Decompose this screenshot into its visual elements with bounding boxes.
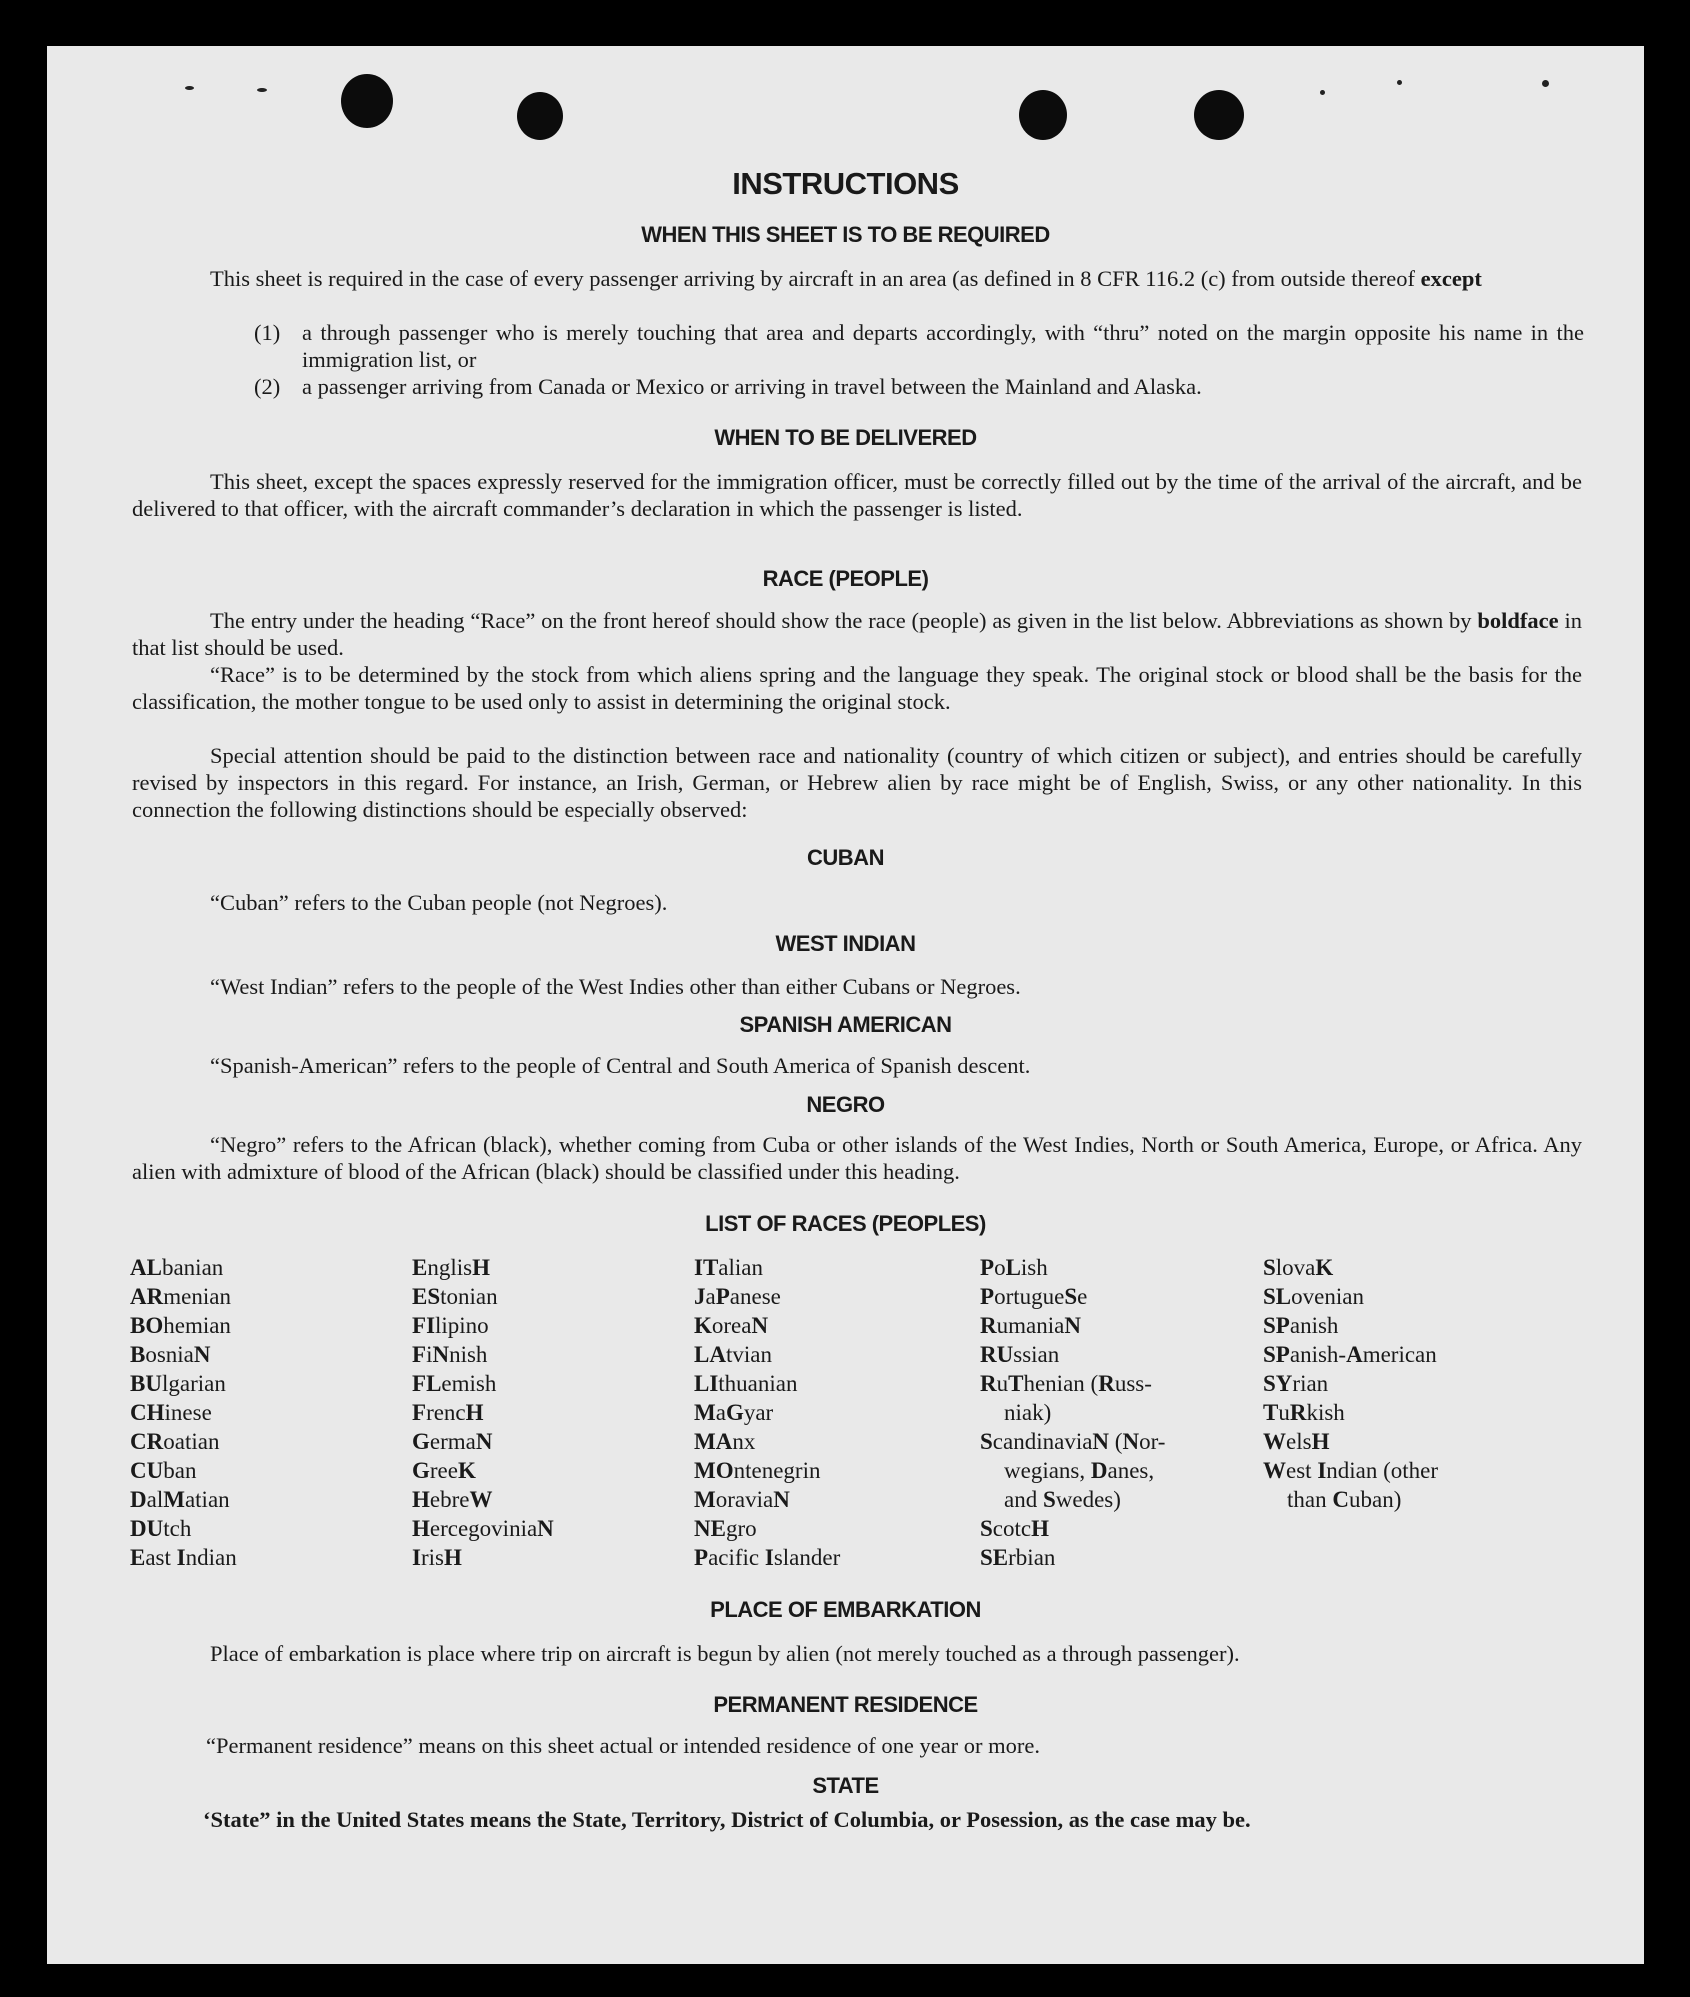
race-entry: PortugueSe [980,1284,1088,1309]
race-entry: HercegoviniaN [412,1516,554,1541]
race-entry: ALbanian [130,1255,224,1280]
race-entry: CRoatian [130,1429,220,1454]
race-entry: WelsH [1263,1429,1330,1454]
heading-state: STATE [812,1773,879,1798]
heading-when-required: WHEN THIS SHEET IS TO BE REQUIRED [641,222,1050,247]
paragraph-embarkation: Place of embarkation is place where trip on aircraft is begun by alien (not merely touched as a through passenger). [210,1641,1240,1666]
race-entry: DUtch [130,1516,192,1541]
exception-list [254,319,1584,400]
race-entry: DalMatian [130,1487,230,1512]
race-entry: MoraviaN [694,1487,790,1512]
race-entry: GermaN [412,1429,493,1454]
punch-hole-icon [1019,90,1067,140]
race-entry: MAnx [694,1429,756,1454]
race-entry: FiNnish [412,1342,488,1367]
paragraph-race-1: The entry under the heading “Race” on the front hereof should show the race (people) as given in the list below. Abbreviations as shown by boldface in that list should be used. [132,608,1582,660]
race-entry: RUssian [980,1342,1060,1367]
document-page [47,46,1644,1964]
race-entry: RumaniaN [980,1313,1081,1338]
race-entry: SPanish [1263,1313,1339,1338]
race-entry: ARmenian [130,1284,231,1309]
paragraph-west-indian: “West Indian” refers to the people of the West Indies other than either Cubans or Negroes. [210,974,1021,999]
race-entry: JaPanese [694,1284,781,1309]
race-entry: EnglisH [412,1255,490,1280]
race-entry: KoreaN [694,1313,769,1338]
race-entry: TuRkish [1263,1400,1345,1425]
race-entry: PoLish [980,1255,1048,1280]
paragraph-cuban: “Cuban” refers to the Cuban people (not Negroes). [210,890,668,915]
heading-list-of-races: LIST OF RACES (PEOPLES) [705,1211,986,1236]
race-column-5 [1263,1254,1438,1515]
heading-when-delivered: WHEN TO BE DELIVERED [714,425,977,450]
race-entry: RuThenian (Russ- [980,1371,1152,1396]
heading-spanish-american: SPANISH AMERICAN [739,1012,952,1037]
race-entry: IrisH [412,1545,462,1570]
race-entry: LIthuanian [694,1371,798,1396]
race-entry: FIlipino [412,1313,489,1338]
paragraph-race-2: “Race” is to be determined by the stock from which aliens spring and the language they speak. The original stock or blood shall be the basis for the classification, the mother tongue to be used only to assist in determining the original stock. [132,662,1582,714]
race-entry: MOntenegrin [694,1458,821,1483]
race-column-4 [980,1254,1165,1573]
paragraph-when-delivered: This sheet, except the spaces expressly reserved for the immigration officer, must be correctly filled out by the time of the arrival of the aircraft, and be delivered to that officer, with the aircraft commander’s declaration in which the passenger is listed. [132,469,1582,521]
race-entry: SlovaK [1263,1255,1334,1280]
punch-hole-icon [1194,90,1244,140]
race-entry: FLemish [412,1371,497,1396]
race-column-1 [130,1254,237,1573]
race-entry: CHinese [130,1400,212,1425]
paragraph-race-3: Special attention should be paid to the distinction between race and nationality (country of which citizen or subject), and entries should be carefully revised by inspectors in this regard. For instance, an Irish, German, or Hebrew alien by race might be of English, Swiss, or any other nationality. In this connection the following distinctions should be especially observed: [132,743,1582,822]
race-entry: EStonian [412,1284,498,1309]
list-item: (1) a through passenger who is merely touching that area and departs accordingly, with “thru” noted on the margin opposite his name in the immigration list, or [254,320,1584,372]
race-entry: GreeK [412,1458,476,1483]
race-entry: NEgro [694,1516,757,1541]
paragraph-permanent-residence: “Permanent residence” means on this sheet actual or intended residence of one year or more. [206,1733,1041,1758]
punch-hole-icon [341,74,393,128]
paragraph-negro: “Negro” refers to the African (black), whether coming from Cuba or other islands of the West Indies, North or South America, Europe, or Africa. Any alien with admixture of blood of the African (black) should be classified under this heading. [132,1132,1582,1184]
race-column-3 [694,1254,840,1573]
race-entry: LAtvian [694,1342,772,1367]
race-entry: BOhemian [130,1313,231,1338]
race-entry: MaGyar [694,1400,774,1425]
race-entry: niak) [1004,1400,1052,1425]
race-entry: than Cuban) [1287,1487,1402,1512]
race-entry: HebreW [412,1487,493,1512]
paragraph-when-required: This sheet is required in the case of every passenger arriving by aircraft in an area (as defined in 8 CFR 116.2 (c) from outside thereof except [210,266,1482,291]
race-entry: wegians, Danes, [1004,1458,1155,1483]
race-entry: West Indian (other [1263,1458,1439,1483]
race-entry: SYrian [1263,1371,1329,1396]
list-item: (2) a passenger arriving from Canada or Mexico or arriving in travel between the Mainland and Alaska. [254,374,1202,399]
heading-race: RACE (PEOPLE) [762,566,929,591]
race-column-2 [412,1254,554,1573]
paragraph-state: ‘State” in the United States means the State, Territory, District of Columbia, or Posession, as the case may be. [203,1807,1251,1832]
race-entry: and Swedes) [1004,1487,1121,1512]
heading-negro: NEGRO [806,1092,885,1117]
heading-west-indian: WEST INDIAN [775,931,916,956]
race-entry: FrencH [412,1400,484,1425]
race-entry: Pacific Islander [694,1545,841,1570]
race-entry: SPanish-American [1263,1342,1437,1367]
heading-embarkation: PLACE OF EMBARKATION [710,1597,981,1622]
page-title: INSTRUCTIONS [732,166,959,201]
race-entry: BUlgarian [130,1371,226,1396]
race-entry: BosniaN [130,1342,211,1367]
race-entry: ScotcH [980,1516,1049,1541]
race-entry: East Indian [130,1545,237,1570]
race-entry: ScandinaviaN (Nor- [980,1429,1166,1454]
paragraph-spanish-american: “Spanish-American” refers to the people of Central and South America of Spanish descent. [210,1053,1031,1078]
race-entry: SLovenian [1263,1284,1364,1309]
punch-hole-icon [517,92,563,140]
heading-cuban: CUBAN [807,845,884,870]
heading-permanent-residence: PERMANENT RESIDENCE [713,1692,978,1717]
race-entry: SErbian [980,1545,1056,1570]
race-entry: CUban [130,1458,197,1483]
race-entry: ITalian [694,1255,763,1280]
